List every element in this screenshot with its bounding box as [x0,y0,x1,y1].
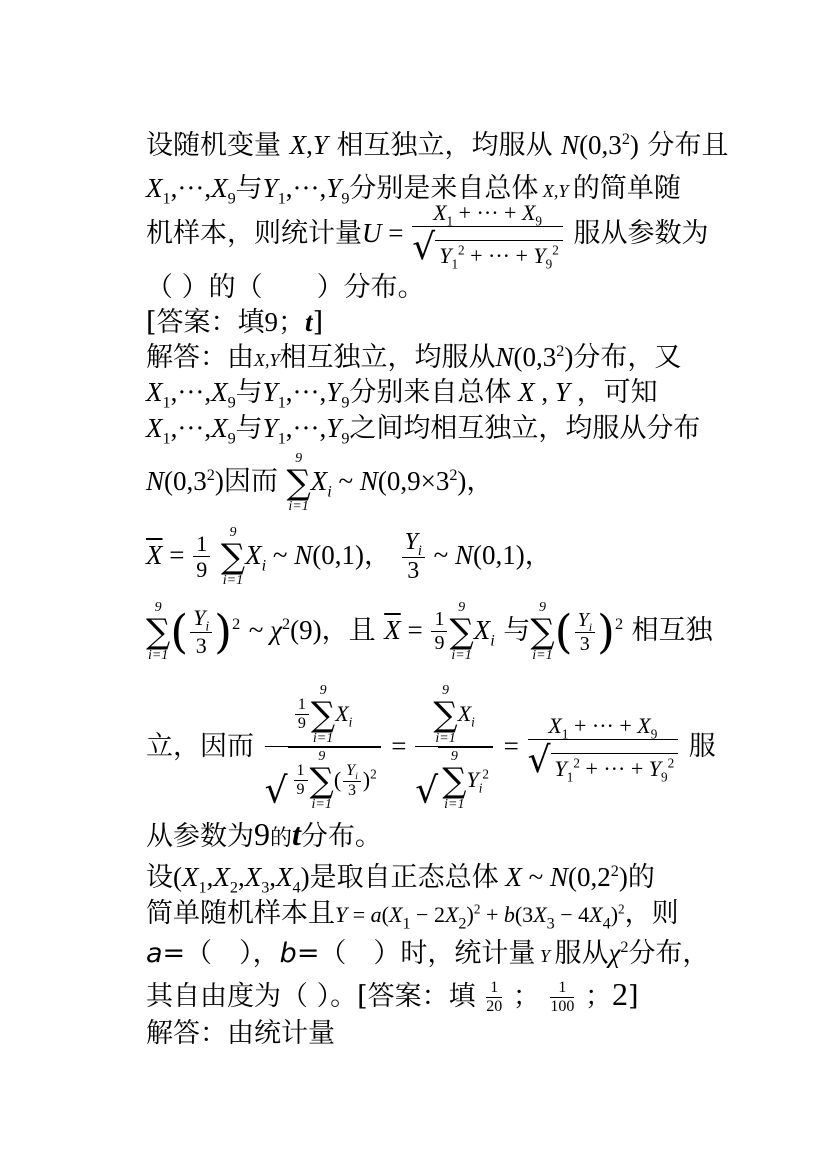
solution1-line1: 解答：由X,Y相互独立，均服从$N(0,3^2)$分布，又 [146,342,682,373]
ratio-fraction-3: $\frac{X_1 + \cdot\cdot\cdot + X_9}{√ Y_1^2 + \cdot\cdot\cdot + Y_9^2}$ [528,713,679,782]
solution2-line1: 解答：由统计量 [146,1018,335,1049]
solution1-line3: $X_1,\cdot\cdot\cdot,X_9$与$Y_1,\cdot\cdot\cdot,Y_9$之间均相互独立，均服从分布 [146,413,701,448]
problem1-line1: 设随机变量 X,Y 相互独立，均服从 $N(0,3^2)$ 分布且 [146,130,729,161]
solution1-line7: 立，因而 $\frac{1}{9}$ 9 ∑ i=1 $X_i$ √ $\frac{1}{9}$ 9 ∑ i=1 ( $\frac{Y_i}{3}$ )$^2$ = 9 ∑ i=1 $X_i$ √ 9 ∑ i=1 $Y_i^2$ = $\frac{X_1 + \cdot\cdot\cdot + X_9}{√ Y_1^2 + \cdot\cdot\cdot + Y_9^2}$ 服 [146,682,716,812]
solution1-line5: $\overline{X}$ = $\frac{1}{9}$ 9 ∑ i=1 $X_i$ ~ N(0,1)， $\frac{Y_i}{3}$ ~ N(0,1)， [146,524,552,588]
ratio-fraction-2: 9 ∑ i=1 $X_i$ √ 9 ∑ i=1 $Y_i^2$ [415,684,493,812]
problem2-line2: 简单随机样本且$Y = a(X_1 - 2X_2)^2 + b(3X_3 - 4X_4)^2$，则 [146,898,679,933]
problem1-line3: 机样本，则统计量U = $\frac{X_1 + \cdot\cdot\cdot + X_9}{√ Y_1^2 + \cdot\cdot\cdot + Y_9^2}$ 服从参数为 [146,200,709,271]
ratio-fraction-1: $\frac{1}{9}$ 9 ∑ i=1 $X_i$ √ $\frac{1}{9}$ 9 ∑ i=1 ( $\frac{Y_i}{3}$ )$^2$ [265,684,381,812]
solution1-line8: 从参数为9的t分布。 [146,816,382,852]
solution1-line6: 9 ∑ i=1 ( $\frac{Y_i}{3}$ )$^2$ ~ $\chi^2(9)$，且 $\overline{X}$ = $\frac{1}{9}$ 9 ∑ i=1 $X_i$ 与 9 ∑ i=1 ( $\frac{Y_i}{3}$ )$^2$ 相互独 [146,599,713,663]
solution1-line4: $N(0,3^2)$因而 9 ∑ i=1 $X_i$ ~ $N(0,9\times 3^2)$， [146,450,494,514]
problem1-line4: （ ）的（ ）分布。 [146,272,425,303]
problem2-line4: 其自由度为（ ）。[答案：填 $\frac{1}{20}$ ； $\frac{1}{100}$ ；2] [146,976,639,1015]
problem2-line3: a=（ ），b=（ ）时，统计量 Y 服从$\chi^2$分布， [146,938,710,969]
solution1-line2: $X_1,\cdot\cdot\cdot,X_9$与$Y_1,\cdot\cdot\cdot,Y_9$分别来自总体 X , Y ，可知 [146,377,658,412]
problem1-line2: $X_1,\cdot\cdot\cdot,X_9$与$Y_1,\cdot\cdot\cdot,Y_9$分别是来自总体 X,Y 的简单随 [146,173,681,208]
statistic-u-fraction: $\frac{X_1 + \cdot\cdot\cdot + X_9}{√ Y_1^2 + \cdot\cdot\cdot + Y_9^2}$ [412,200,563,269]
problem2-line1: 设$(X_1,X_2,X_3,X_4)$是取自正态总体 X ~ $N(0,2^2)$的 [146,862,655,897]
answer1: [答案：填9；t] [146,307,324,338]
